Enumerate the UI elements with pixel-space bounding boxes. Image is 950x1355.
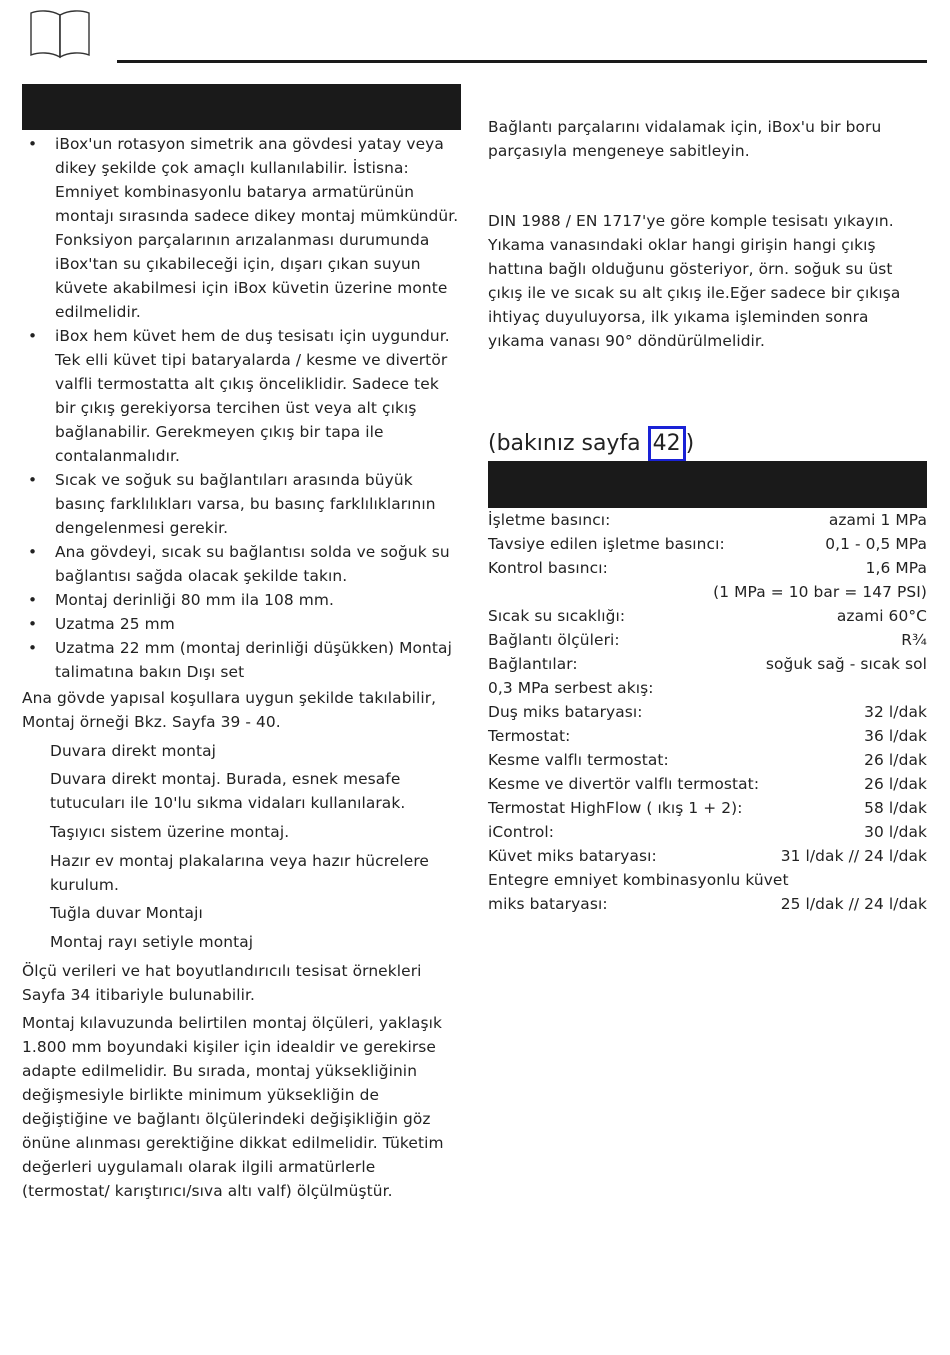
header-rule bbox=[117, 60, 927, 63]
list-item: • iBox hem küvet hem de duş tesisatı için uygundur. Tek elli küvet tipi bataryalarda / kesme ve divertör valfli termostatta alt çıkış önceliklidir. Sadece tek bir çıkış gerekiyorsa tercihen üst veya alt çıkış bağlanabilir. Gerekmeyen çıkış bir tapa ile contalanmalıdır. bbox=[22, 324, 462, 468]
mount-option: Duvara direkt montaj bbox=[50, 742, 217, 760]
mount-option: Hazır ev montaj plakalarına veya hazır hücrelere kurulum. bbox=[50, 852, 429, 894]
spec-label: Duş miks bataryası: bbox=[488, 703, 643, 721]
spec-label: Kontrol basıncı: bbox=[488, 559, 608, 577]
mount-option: Tuğla duvar Montajı bbox=[50, 904, 203, 922]
spec-label: Bağlantı ölçüleri: bbox=[488, 631, 620, 649]
spec-value: 26 l/dak bbox=[864, 775, 927, 793]
spec-label: Küvet miks bataryası: bbox=[488, 847, 657, 865]
spec-row bbox=[488, 844, 927, 868]
spec-row bbox=[488, 772, 927, 796]
spec-row bbox=[488, 868, 927, 892]
spec-label: Entegre emniyet kombinasyonlu küvet bbox=[488, 871, 789, 889]
spec-row bbox=[488, 748, 927, 772]
spec-value: 0,1 - 0,5 MPa bbox=[825, 535, 927, 553]
spec-label: Kesme valflı termostat: bbox=[488, 751, 669, 769]
spec-row bbox=[488, 892, 927, 916]
spec-value: 25 l/dak // 24 l/dak bbox=[780, 895, 927, 913]
spec-row bbox=[488, 820, 927, 844]
examples-paragraph: Ölçü verileri ve hat boyutlandırıcılı tesisat örnekleri Sayfa 34 itibariyle bulunabilir. bbox=[22, 962, 422, 1004]
list-item: • Sıcak ve soğuk su bağlantıları arasında büyük basınç farklılıkları varsa, bu basınç farklılıklarının dengelenmesi gerekir. bbox=[22, 468, 462, 540]
spec-row bbox=[488, 796, 927, 820]
spec-row bbox=[488, 676, 927, 700]
spec-row bbox=[488, 508, 927, 532]
spec-value: 1,6 MPa bbox=[865, 559, 927, 577]
vise-paragraph: Bağlantı parçalarını vidalamak için, iBox'u bir boru parçasıyla mengeneye sabitleyin. bbox=[488, 118, 882, 160]
spec-value: (1 MPa = 10 bar = 147 PSI) bbox=[713, 583, 927, 601]
spec-label: Termostat HighFlow ( ıkış 1 + 2): bbox=[488, 799, 743, 817]
spec-label: 0,3 MPa serbest akış: bbox=[488, 679, 654, 697]
spec-value: 30 l/dak bbox=[864, 823, 927, 841]
spec-label: Tavsiye edilen işletme basıncı: bbox=[488, 535, 725, 553]
page-reference bbox=[488, 426, 694, 462]
spec-row bbox=[488, 532, 927, 556]
spec-row bbox=[488, 700, 927, 724]
requirements-list bbox=[22, 132, 462, 684]
spec-value: azami 60°C bbox=[836, 607, 927, 625]
spec-row bbox=[488, 580, 927, 604]
spec-label: iControl: bbox=[488, 823, 554, 841]
page-reference-link[interactable]: 42 bbox=[648, 426, 686, 462]
spec-value: 26 l/dak bbox=[864, 751, 927, 769]
list-item: • Montaj derinliği 80 mm ila 108 mm. bbox=[22, 588, 462, 612]
page-reference-prefix: (bakınız sayfa bbox=[488, 431, 648, 456]
mount-option: Montaj rayı setiyle montaj bbox=[50, 933, 254, 951]
technical-data-table bbox=[488, 508, 927, 916]
spec-label: Termostat: bbox=[488, 727, 571, 745]
spec-value: 36 l/dak bbox=[864, 727, 927, 745]
spec-row bbox=[488, 724, 927, 748]
spec-label: Sıcak su sıcaklığı: bbox=[488, 607, 626, 625]
mount-option: Duvara direkt montaj. Burada, esnek mesafe tutucuları ile 10'lu sıkma vidaları kullanılarak. bbox=[50, 770, 406, 812]
page-reference-suffix: ) bbox=[685, 431, 695, 456]
section-header-bar-left bbox=[22, 84, 461, 130]
height-paragraph: Montaj kılavuzunda belirtilen montaj ölçüleri, yaklaşık 1.800 mm boyundaki kişiler için idealdir ve gerekirse adapte edilmelidir. Bu sırada, montaj yüksekliğinin değişmesiyle birlikte minimum yüksekliğin de değiştiğine ve bağlantı ölçülerindeki değişikliğin göz önüne alınması gerektiğine dikkat edilmelidir. Tüketim değerleri uygulamalı olarak ilgili armatürlerle (termostat/ karıştırıcı/sıva altı valf) ölçülmüştür. bbox=[22, 1014, 444, 1200]
spec-label: miks bataryası: bbox=[488, 895, 608, 913]
flush-paragraph: DIN 1988 / EN 1717'ye göre komple tesisatı yıkayın. Yıkama vanasındaki oklar hangi girişin hangi çıkış hattına bağlı olduğunu gösteriyor, örn. soğuk su üst çıkış ile ve sıcak su alt çıkış ile.Eğer sadece bir çıkışa ihtiyaç duyuluyorsa, ilk yıkama işleminden sonra yıkama vanası 90° döndürülmelidir. bbox=[488, 212, 901, 350]
spec-value: 58 l/dak bbox=[864, 799, 927, 817]
list-item: • Uzatma 25 mm bbox=[22, 612, 462, 636]
mount-option: Taşıyıcı sistem üzerine montaj. bbox=[50, 823, 290, 841]
spec-row bbox=[488, 556, 927, 580]
list-item: • iBox'un rotasyon simetrik ana gövdesi yatay veya dikey şekilde çok amaçlı kullanılabilir. İstisna: Emniyet kombinasyonlu batarya armatürünün montajı sırasında sadece dikey montaj mümkündür. Fonksiyon parçalarının arızalanması durumunda iBox'tan su çıkabileceği için, dışarı çıkan suyun küvete akabilmesi için iBox küvetin üzerine monte edilmelidir. bbox=[22, 132, 462, 324]
spec-label: Bağlantılar: bbox=[488, 655, 578, 673]
spec-value: soğuk sağ - sıcak sol bbox=[765, 655, 927, 673]
book-icon bbox=[29, 7, 91, 59]
spec-label: Kesme ve divertör valflı termostat: bbox=[488, 775, 760, 793]
spec-value: azami 1 MPa bbox=[828, 511, 927, 529]
list-item: • Uzatma 22 mm (montaj derinliği düşükken) Montaj talimatına bakın Dışı set bbox=[22, 636, 462, 684]
section-header-bar-right bbox=[488, 461, 927, 508]
spec-row bbox=[488, 652, 927, 676]
spec-value: R¾ bbox=[901, 631, 927, 649]
spec-row bbox=[488, 604, 927, 628]
mounting-paragraph: Ana gövde yapısal koşullara uygun şekilde takılabilir, Montaj örneği Bkz. Sayfa 39 - 40. bbox=[22, 689, 437, 731]
spec-row bbox=[488, 628, 927, 652]
spec-value: 32 l/dak bbox=[864, 703, 927, 721]
spec-label: İşletme basıncı: bbox=[488, 511, 611, 529]
spec-value: 31 l/dak // 24 l/dak bbox=[780, 847, 927, 865]
list-item: • Ana gövdeyi, sıcak su bağlantısı solda ve soğuk su bağlantısı sağda olacak şekilde takın. bbox=[22, 540, 462, 588]
